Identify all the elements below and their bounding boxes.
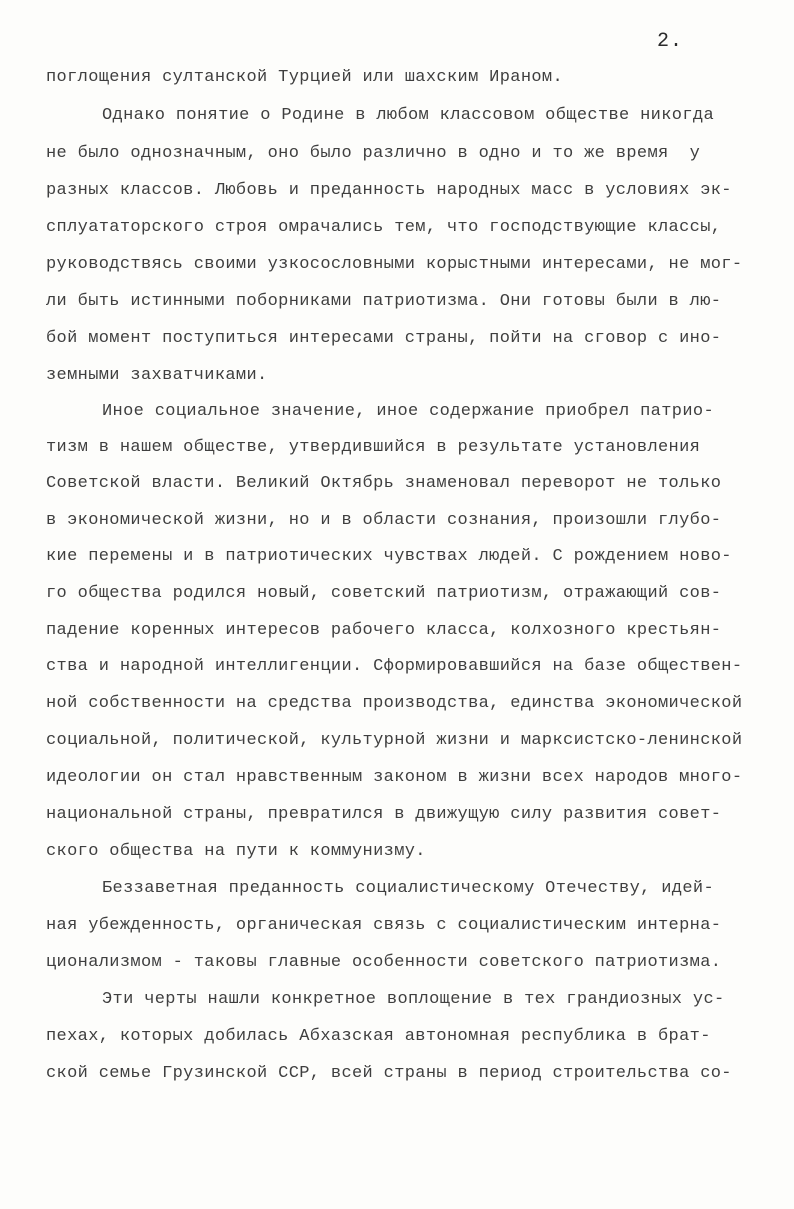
text-line: социальной, политической, культурной жизни и марксистско-ленинской	[46, 731, 743, 750]
text-line: ской семье Грузинской ССР, всей страны в период строительства со-	[46, 1064, 732, 1083]
text-line: земными захватчиками.	[46, 366, 268, 385]
text-line: пехах, которых добилась Абхазская автономная республика в брат-	[46, 1027, 711, 1046]
text-line: ства и народной интеллигенции. Сформировавшийся на базе обществен-	[46, 657, 743, 676]
text-line: кие перемены и в патриотических чувствах людей. С рождением ново-	[46, 547, 732, 566]
text-line: ского общества на пути к коммунизму.	[46, 842, 426, 861]
text-line: Беззаветная преданность социалистическому Отечеству, идей-	[102, 879, 714, 898]
text-line: не было однозначным, оно было различно в одно и то же время у	[46, 144, 701, 163]
text-line: тизм в нашем обществе, утвердившийся в результате установления	[46, 438, 701, 457]
text-line: Иное социальное значение, иное содержание приобрел патрио-	[102, 402, 714, 421]
text-line: национальной страны, превратился в движущую силу развития совет-	[46, 805, 722, 824]
text-line: бой момент поступиться интересами страны, пойти на сговор с ино-	[46, 329, 722, 348]
text-line: Эти черты нашли конкретное воплощение в тех грандиозных ус-	[102, 990, 725, 1009]
text-line: разных классов. Любовь и преданность народных масс в условиях эк-	[46, 181, 732, 200]
text-line: ная убежденность, органическая связь с социалистическим интерна-	[46, 916, 722, 935]
text-line: сплуататорского строя омрачались тем, что господствующие классы,	[46, 218, 722, 237]
text-line: Советской власти. Великий Октябрь знаменовал переворот не только	[46, 474, 722, 493]
text-line: идеологии он стал нравственным законом в жизни всех народов много-	[46, 768, 743, 787]
text-line: ционализмом - таковы главные особенности советского патриотизма.	[46, 953, 722, 972]
text-line: поглощения султанской Турцией или шахским Ираном.	[46, 68, 564, 87]
text-line: ной собственности на средства производства, единства экономической	[46, 694, 743, 713]
page-number: 2.	[657, 30, 684, 53]
text-line: руководствясь своими узкосословными корыстными интересами, не мог-	[46, 255, 743, 274]
text-line: падение коренных интересов рабочего класса, колхозного крестьян-	[46, 621, 722, 640]
text-line: Однако понятие о Родине в любом классовом обществе никогда	[102, 106, 714, 125]
text-line: го общества родился новый, советский патриотизм, отражающий сов-	[46, 584, 722, 603]
text-line: в экономической жизни, но и в области сознания, произошли глубо-	[46, 511, 722, 530]
text-line: ли быть истинными поборниками патриотизма. Они готовы были в лю-	[46, 292, 722, 311]
